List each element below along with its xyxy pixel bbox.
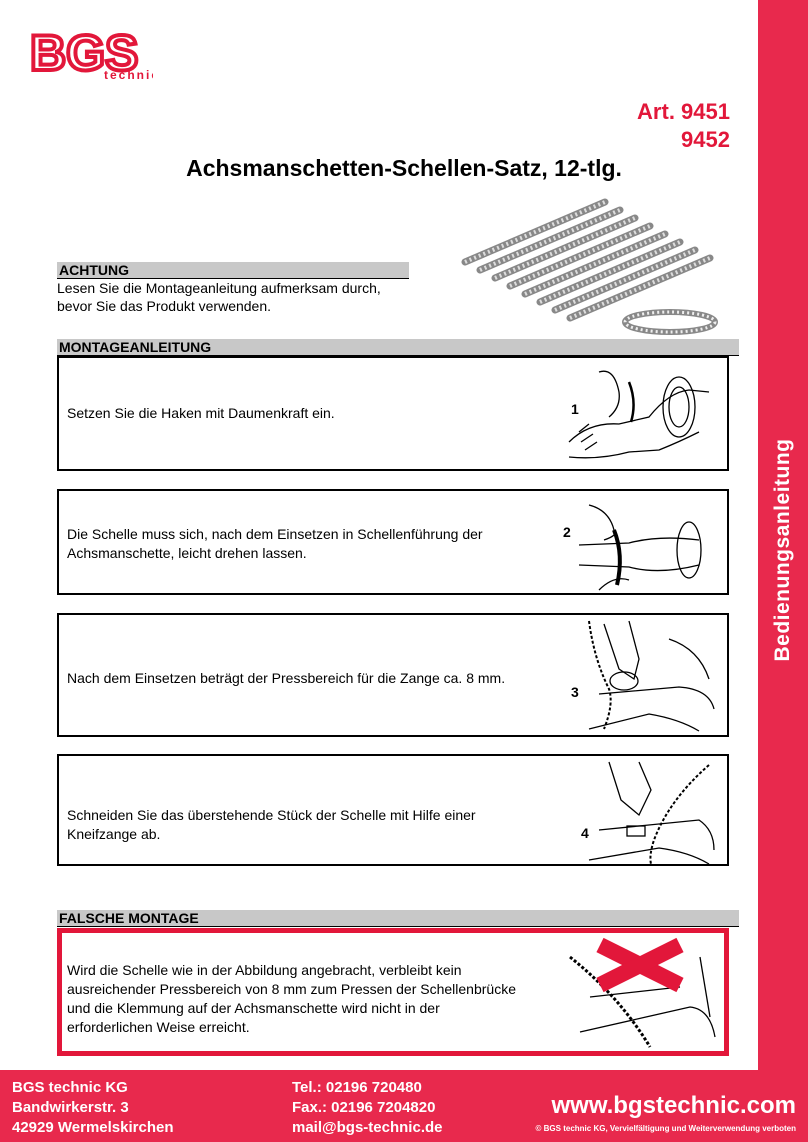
step-4-illustration	[559, 760, 719, 864]
step-3-box	[57, 613, 729, 737]
cross-mark-icon	[600, 945, 680, 985]
step-2-illustration	[559, 495, 719, 593]
footer-copyright: © BGS technic KG, Vervielfältigung und Weiterverwendung verboten	[535, 1124, 796, 1133]
step-1-text: Setzen Sie die Haken mit Daumenkraft ein.	[67, 405, 335, 421]
warning-heading: ACHTUNG	[57, 262, 409, 279]
footer-address	[12, 1078, 174, 1138]
step-4-text-line-1: Schneiden Sie das überstehende Stück der Schelle mit Hilfe einer	[67, 807, 476, 823]
footer-tel: Tel.: 02196 720480	[292, 1079, 422, 1096]
step-3-number: 3	[571, 684, 579, 700]
footer-company: BGS technic KG	[12, 1079, 128, 1096]
bgs-logo	[28, 22, 153, 82]
logo-text: BGS	[30, 25, 139, 81]
step-4-box	[57, 754, 729, 866]
footer-mail[interactable]: mail@bgs-technic.de	[292, 1119, 443, 1136]
step-2-text-line-1: Die Schelle muss sich, nach dem Einsetzen in Schellenführung der	[67, 526, 483, 542]
page-title: Achsmanschetten-Schellen-Satz, 12-tlg.	[186, 155, 622, 181]
step-1-illustration	[559, 362, 719, 467]
step-1-number: 1	[571, 401, 579, 417]
sidebar	[758, 0, 808, 1070]
footer-street: Bandwirkerstr. 3	[12, 1099, 129, 1116]
step-2-text-line-2: Achsmanschette, leicht drehen lassen.	[67, 545, 307, 561]
step-1-box	[57, 356, 729, 471]
logo-sub: techni	[104, 68, 152, 82]
sidebar-label: Bedienungsanleitung	[771, 438, 794, 662]
wrong-text-line-4: erforderlichen Weise erreicht.	[67, 1019, 250, 1035]
footer-contact	[292, 1078, 443, 1138]
product-image	[455, 192, 745, 342]
footer	[0, 1070, 808, 1142]
article-number-2: 9452	[681, 127, 730, 152]
step-3-text: Nach dem Einsetzen beträgt der Pressbereich für die Zange ca. 8 mm.	[67, 670, 506, 686]
wrong-mounting-box	[57, 928, 729, 1056]
footer-city: 42929 Wermelskirchen	[12, 1119, 174, 1136]
wrong-heading: FALSCHE MONTAGE	[57, 910, 739, 927]
footer-website[interactable]: www.bgstechnic.com	[551, 1092, 796, 1119]
warning-line-2: bevor Sie das Produkt verwenden.	[57, 298, 272, 314]
step-2-number: 2	[563, 524, 571, 540]
step-4-text-line-2: Kneifzange ab.	[67, 826, 161, 842]
step-3-illustration	[559, 619, 719, 733]
step-2-box	[57, 489, 729, 595]
footer-fax: Fax.: 02196 7204820	[292, 1099, 436, 1116]
wrong-text-line-3: und die Klemmung auf der Achsmanschette wird nicht in der	[67, 1000, 440, 1016]
instructions-heading: MONTAGEANLEITUNG	[57, 339, 739, 356]
wrong-text-line-2: ausreichender Pressbereich von 8 mm zum Pressen der Schellenbrücke	[67, 981, 516, 997]
article-number-1: Art. 9451	[637, 99, 730, 124]
step-4-number: 4	[581, 825, 589, 841]
wrong-illustration	[560, 937, 720, 1049]
warning-line-1: Lesen Sie die Montageanleitung aufmerksam durch,	[57, 280, 381, 296]
wrong-text-line-1: Wird die Schelle wie in der Abbildung angebracht, verbleibt kein	[67, 962, 462, 978]
